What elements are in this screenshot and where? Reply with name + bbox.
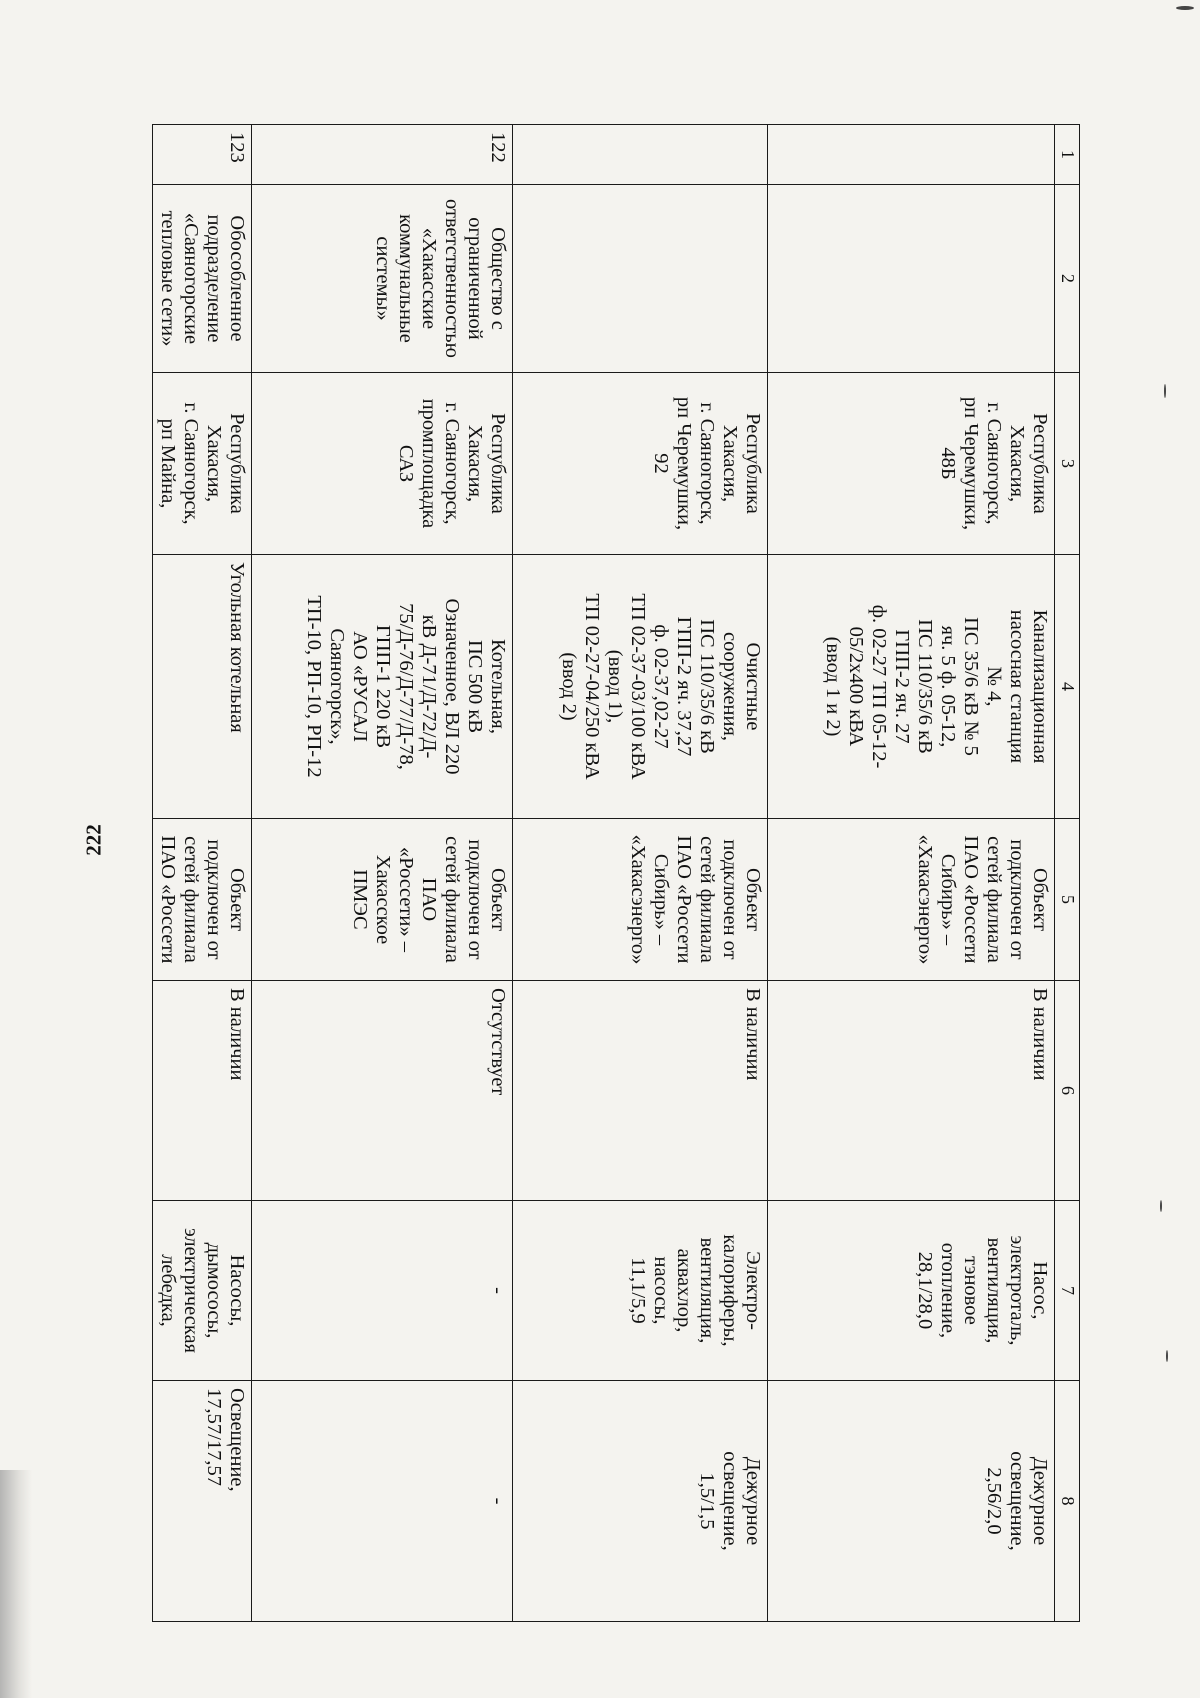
- object-cell: Котельная, ПС 500 кВ Означенное, ВЛ 220 кВ Д-71/Д-72/Д- 75/Д-76/Д-77/Д-78, ГПП-1 220 кВ АО «РУСАЛ Саяногорск», ТП-10, РП-10, РП-12: [252, 555, 513, 819]
- object-cell: Канализационная насосная станция № 4, ПС 35/6 кВ № 5 яч. 5 ф. 05-12, ПС 110/35/6 кВ ГПП-2 яч. 27 ф. 02-27 ТП 05-12- 05/2х400 кВА (ввод 1 и 2): [768, 555, 1055, 819]
- rotated-table-container: [157, 124, 1080, 1621]
- table-row: [153, 125, 252, 1622]
- column-header: 3: [1055, 373, 1080, 555]
- column-header: 1: [1055, 125, 1080, 185]
- equipment-cell: -: [252, 1201, 513, 1381]
- row-number-cell: 122: [252, 125, 513, 185]
- page-number: 222: [81, 824, 106, 856]
- scan-speck: [1164, 384, 1166, 398]
- lighting-cell: Дежурное освещение, 2,56/2,0: [768, 1381, 1055, 1622]
- address-cell: Республика Хакасия, г. Саяногорск, рп Черемушки, 92: [513, 373, 768, 555]
- organization-cell: [513, 185, 768, 373]
- row-number-cell: [768, 125, 1055, 185]
- equipment-cell: Насосы, дымососы, электрическая лебедка,: [153, 1201, 252, 1381]
- scan-edge-shadow: [0, 1470, 32, 1698]
- address-cell: Республика Хакасия, г. Саяногорск, промплощадка САЗ: [252, 373, 513, 555]
- row-number-cell: 123: [153, 125, 252, 185]
- scan-speck: [1160, 1200, 1162, 1212]
- connection-cell: Объект подключен от сетей филиала ПАО «Россети: [153, 819, 252, 981]
- address-cell: Республика Хакасия, г. Саяногорск, рп Майна,: [153, 373, 252, 555]
- table-row: [252, 125, 513, 1622]
- scan-speck: [1176, 6, 1194, 10]
- status-cell: Отсутствует: [252, 981, 513, 1201]
- header-row: [1055, 125, 1080, 1622]
- column-header: 6: [1055, 981, 1080, 1201]
- connection-cell: Объект подключен от сетей филиала ПАО «Россети» – Хакасское ПМЭС: [252, 819, 513, 981]
- lighting-cell: -: [252, 1381, 513, 1622]
- address-cell: Республика Хакасия, г. Саяногорск, рп Черемушки, 48Б: [768, 373, 1055, 555]
- table-row: [768, 125, 1055, 1622]
- object-cell: Очистные сооружения, ПС 110/35/6 кВ ГПП-2 яч. 37,27 ф. 02-37,02-27 ТП 02-37-03/100 кВА (ввод 1), ТП 02-27-04/250 кВА (ввод 2): [513, 555, 768, 819]
- column-header: 5: [1055, 819, 1080, 981]
- organization-cell: Общество с ограниченной ответственностью «Хакасские коммунальные системы»: [252, 185, 513, 373]
- data-table: [152, 124, 1080, 1622]
- status-cell: В наличии: [513, 981, 768, 1201]
- equipment-cell: Насос, электроталь, вентиляция, тэновое отопление, 28,1/28,0: [768, 1201, 1055, 1381]
- organization-cell: Обособленное подразделение «Саяногорские тепловые сети»: [153, 185, 252, 373]
- column-header: 8: [1055, 1381, 1080, 1622]
- organization-cell: [768, 185, 1055, 373]
- connection-cell: Объект подключен от сетей филиала ПАО «Россети Сибирь» – «Хакасэнерго»: [513, 819, 768, 981]
- lighting-cell: Освещение, 17,57/17,57: [153, 1381, 252, 1622]
- column-header: 7: [1055, 1201, 1080, 1381]
- connection-cell: Объект подключен от сетей филиала ПАО «Россети Сибирь» – «Хакасэнерго»: [768, 819, 1055, 981]
- status-cell: В наличии: [153, 981, 252, 1201]
- row-number-cell: [513, 125, 768, 185]
- status-cell: В наличии: [768, 981, 1055, 1201]
- column-header: 4: [1055, 555, 1080, 819]
- column-header: 2: [1055, 185, 1080, 373]
- scan-speck: [1166, 1350, 1168, 1362]
- table-row: [513, 125, 768, 1622]
- object-cell: Угольная котельная: [153, 555, 252, 819]
- lighting-cell: Дежурное освещение, 1,5/1,5: [513, 1381, 768, 1622]
- equipment-cell: Электро- калориферы, вентиляция, аквахлор, насосы, 11,1/5,9: [513, 1201, 768, 1381]
